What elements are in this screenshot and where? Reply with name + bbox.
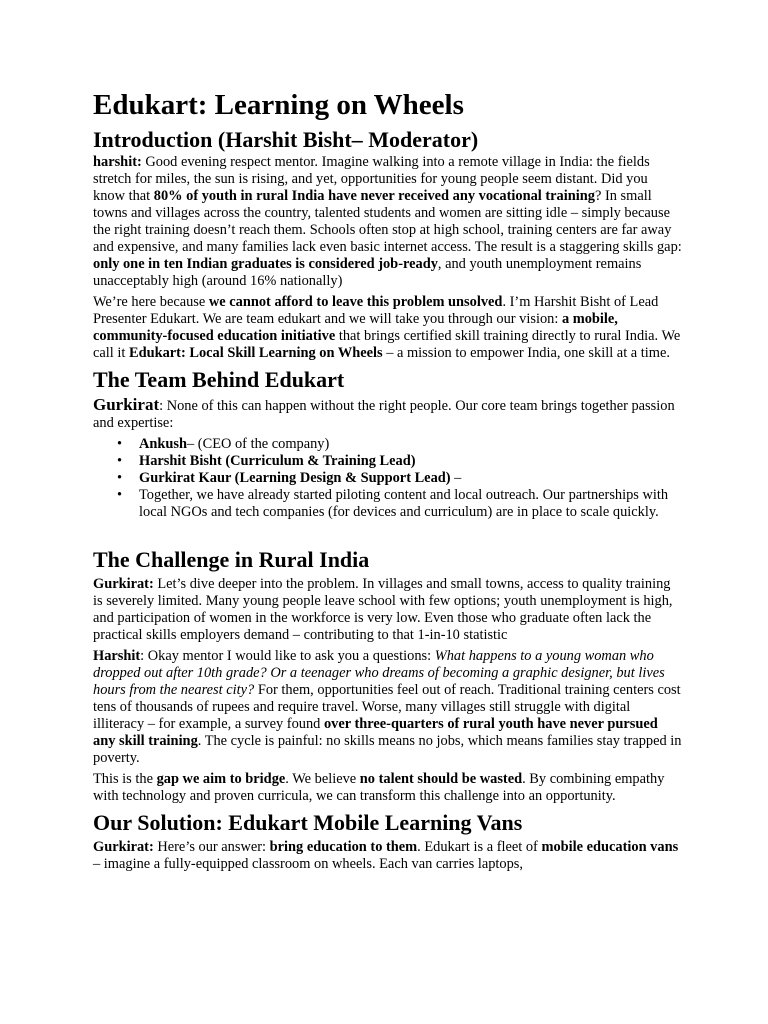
text-run: – (CEO of the company) [187,436,330,452]
intro-paragraph-2 [93,294,683,362]
list-item [139,436,683,453]
team-list [93,436,683,521]
bold-run: 80% of youth in rural India have never received any vocational training [153,188,595,204]
bold-run: only one in ten Indian graduates is considered job-ready [93,256,438,272]
bold-run: Ankush [139,436,188,452]
text-run: For them, opportunities feel out of reach. Traditional training centers cost tens of thousands of rupees and require travel. Worse, many villages still struggle with digital illiteracy – for example, a survey found [93,682,681,732]
text-run: . I’m Harshit Bisht of Lead Presenter Edukart. We are team edukart and we will take you through our vision: [93,294,659,327]
text-run: – a mission to empower India, one skill at a time. [382,345,670,361]
text-run: that brings certified skill training directly to rural India. We call it [93,328,681,361]
list-item [139,470,683,487]
text-run: – imagine a fully-equipped classroom on wheels. Each van carries laptops, [93,856,523,872]
speaker-label: Gurkirat: [93,576,154,592]
text-run: : None of this can happen without the right people. Our core team brings together passion and expertise: [93,398,675,431]
bold-run: bring education to them [269,839,418,855]
text-run: . We believe [285,771,360,787]
challenge-paragraph-1 [93,576,683,644]
team-intro-paragraph [93,396,683,432]
heading-solution: Our Solution: Edukart Mobile Learning Vans [93,810,523,835]
text-run: . The cycle is painful: no skills means no jobs, which means families stay trapped in poverty. [93,733,682,766]
text-run: We’re here because [93,294,209,310]
intro-paragraph-1 [93,154,683,290]
text-run: . By combining empathy with technology and proven curricula, we can transform this challenge into an opportunity. [93,771,665,804]
bold-run: we cannot afford to leave this problem unsolved [208,294,503,310]
text-run: , and youth unemployment remains unacceptably high (around 16% nationally) [93,256,642,289]
text-run: : Okay mentor I would like to ask you a questions: [140,648,435,664]
speaker-label: harshit: [93,154,142,170]
list-item [139,487,683,521]
bold-run: over three-quarters of rural youth have never pursued any skill training [93,716,658,749]
heading-challenge: The Challenge in Rural India [93,547,370,572]
challenge-paragraph-2 [93,648,683,767]
document-title: Edukart: Learning on Wheels [93,89,464,121]
text-run: . Edukart is a fleet of [417,839,542,855]
empty-paragraph [93,524,683,546]
bold-run: Harshit Bisht (Curriculum & Training Lead) [139,453,416,469]
bold-run: a mobile, community-focused education initiative [93,311,618,344]
heading-team: The Team Behind Edukart [93,367,345,392]
text-run: – [450,470,462,486]
bold-run: Gurkirat Kaur (Learning Design & Support Lead) [139,470,451,486]
solution-paragraph-1 [93,839,683,873]
speaker-label: Gurkirat [93,395,160,414]
heading-introduction: Introduction (Harshit Bisht– Moderator) [93,127,479,152]
document-body [93,86,683,877]
bold-run: Edukart: Local Skill Learning on Wheels [128,345,383,361]
text-run: Let’s dive deeper into the problem. In villages and small towns, access to quality training is severely limited. Many young people leave school with few options; youth unemployment is high, and participation of women in the workforce is very low. Even those who graduate often lack the practical skills employers demand – contributing to that 1-in-10 statistic [93,576,673,643]
text-run: Good evening respect mentor. Imagine walking into a remote village in India: the fields stretch for miles, the sun is rising, and yet, opportunities for young people seem distant. Did you know that [93,154,650,204]
text-run: This is the [93,771,157,787]
bold-run: mobile education vans [541,839,679,855]
challenge-paragraph-3 [93,771,683,805]
bold-run: no talent should be wasted [359,771,523,787]
list-item [139,453,683,470]
text-run: Here’s our answer: [153,839,270,855]
speaker-label: Harshit [93,648,141,664]
bold-run: gap we aim to bridge [156,771,286,787]
italic-run: What happens to a young woman who dropped out after 10th grade? Or a teenager who dreams of becoming a graphic designer, but lives hours from the nearest city? [93,648,665,698]
text-run: ? In small towns and villages across the country, talented students and women are sitting idle – simply because the right training doesn’t reach them. Schools often stop at high school, training centers are far away and expensive, and many families lack even basic internet access. The result is a staggering skills gap: [93,188,682,255]
speaker-label: Gurkirat: [93,839,154,855]
text-run: Together, we have already started piloting content and local outreach. Our partnerships with local NGOs and tech companies (for devices and curriculum) are in place to scale quickly. [139,487,669,520]
